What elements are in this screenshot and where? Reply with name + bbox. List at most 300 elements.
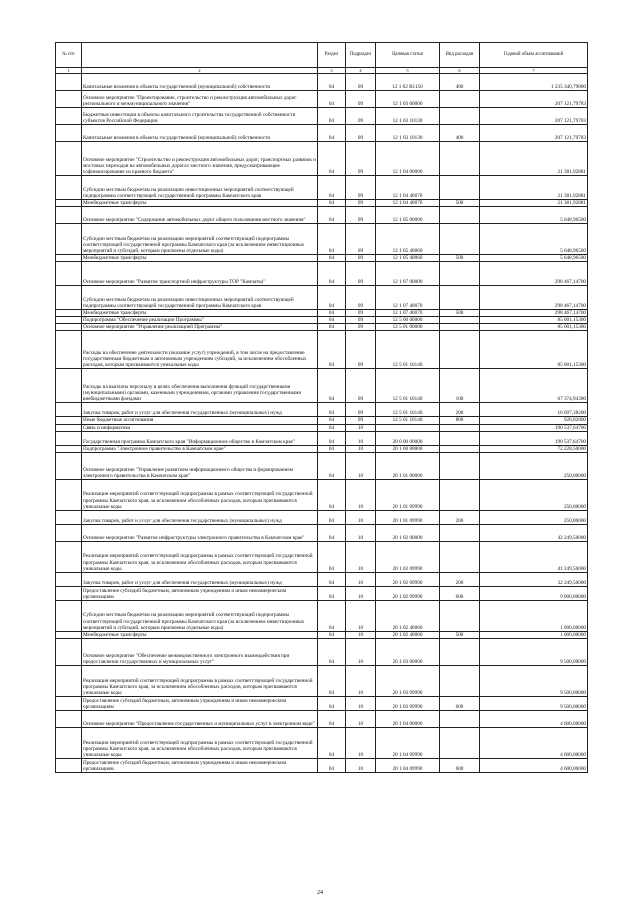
table-row <box>56 417 588 424</box>
row-name-cell: Предоставление субсидий бюджетным, автономным учреждениям и иным некоммерческим организациям <box>82 696 318 710</box>
row-sum-cell: 67 374,94300 <box>480 369 588 403</box>
row-sum-cell: 928,82800 <box>480 417 588 424</box>
table-row <box>56 224 588 255</box>
row-vid-cell: 500 <box>440 310 480 317</box>
row-vid-cell <box>440 317 480 324</box>
row-vid-cell <box>440 710 480 727</box>
row-num-cell <box>56 638 82 665</box>
row-sum-cell: 207 121,79783 <box>480 108 588 125</box>
row-num-cell <box>56 541 82 572</box>
row-razdel-cell: 04 <box>318 91 346 108</box>
row-num-cell <box>56 710 82 727</box>
table-row <box>56 631 588 638</box>
row-name-cell: Основное мероприятие "Развитие инфраструктуры электронного правительства в Камчатском крае" <box>82 524 318 541</box>
row-podrazdel-cell: 09 <box>346 286 376 310</box>
row-num-cell <box>56 108 82 125</box>
row-razdel-cell: 04 <box>318 424 346 431</box>
table-body <box>56 74 588 773</box>
row-num-cell <box>56 452 82 479</box>
row-celevaya-cell: 20 1 02 40060 <box>376 600 440 631</box>
row-celevaya-cell: 20 1 03 09990 <box>376 696 440 710</box>
row-celevaya-cell: 12 5 01 10140 <box>376 369 440 403</box>
row-razdel-cell: 04 <box>318 710 346 727</box>
row-vid-cell <box>440 452 480 479</box>
row-razdel-cell: 04 <box>318 665 346 696</box>
table-row <box>56 403 588 417</box>
row-razdel-cell: 04 <box>318 524 346 541</box>
table-row <box>56 108 588 125</box>
row-sum-cell: 21 381,92881 <box>480 200 588 207</box>
row-podrazdel-cell: 09 <box>346 91 376 108</box>
row-podrazdel-cell: 09 <box>346 324 376 331</box>
table-row <box>56 541 588 572</box>
budget-table <box>55 42 588 773</box>
row-podrazdel-cell: 10 <box>346 638 376 665</box>
row-podrazdel-cell: 10 <box>346 696 376 710</box>
row-celevaya-cell: 12 1 03 10130 <box>376 125 440 142</box>
row-num-cell <box>56 417 82 424</box>
row-sum-cell: 85 001,15300 <box>480 324 588 331</box>
row-num-cell <box>56 369 82 403</box>
row-podrazdel-cell: 09 <box>346 331 376 369</box>
row-sum-cell: 207 121,79783 <box>480 91 588 108</box>
row-name-cell: Закупка товаров, работ и услуг для обеспечения государственных (муниципальных) нужд <box>82 510 318 524</box>
row-celevaya-cell: 12 1 07 00000 <box>376 262 440 286</box>
table-header-row <box>56 43 588 68</box>
row-sum-cell: 9 500,00000 <box>480 665 588 696</box>
row-razdel-cell: 04 <box>318 176 346 200</box>
table-row <box>56 696 588 710</box>
row-vid-cell: 200 <box>440 403 480 417</box>
row-num-cell <box>56 142 82 176</box>
row-name-cell: Реализация мероприятий соответствующей подпрограммы в рамках соответствующей государственной программы Камчатского края, за исключением обособленных расходов, которым присваиваются уникальные коды <box>82 541 318 572</box>
table-row <box>56 200 588 207</box>
row-podrazdel-cell: 09 <box>346 417 376 424</box>
row-celevaya-cell: 20 0 00 00000 <box>376 431 440 445</box>
row-num-cell <box>56 310 82 317</box>
row-vid-cell <box>440 262 480 286</box>
table-row <box>56 91 588 108</box>
row-name-cell: Расходы на обеспечение деятельности (оказание услуг) учреждений, в том числе на предоставление государственным бюджетным и автономным учреждениям субсидий, за исключением обособленных расходов, которым присваиваются уникальные коды <box>82 331 318 369</box>
row-podrazdel-cell: 09 <box>346 317 376 324</box>
header-vid-raskhodov: Вид расходов <box>440 43 480 68</box>
row-razdel-cell: 04 <box>318 125 346 142</box>
row-celevaya-cell: 12 1 04 00000 <box>376 142 440 176</box>
row-vid-cell <box>440 286 480 310</box>
table-row <box>56 479 588 510</box>
table-row <box>56 586 588 600</box>
row-sum-cell: 1 000,00000 <box>480 631 588 638</box>
row-razdel-cell: 04 <box>318 445 346 452</box>
row-sum-cell: 250,00000 <box>480 479 588 510</box>
row-celevaya-cell: 12 1 05 40060 <box>376 255 440 262</box>
row-name-cell: Предоставление субсидий бюджетным, автономным учреждениям и иным некоммерческим организациям <box>82 758 318 772</box>
row-celevaya-cell: 12 1 04 40070 <box>376 200 440 207</box>
row-name-cell: Реализация мероприятий соответствующей подпрограммы в рамках соответствующей государственной программы Камчатского края, за исключением обособленных расходов, которым присваиваются уникальные коды <box>82 727 318 758</box>
row-vid-cell: 400 <box>440 125 480 142</box>
row-celevaya-cell: 20 1 02 09990 <box>376 541 440 572</box>
row-name-cell: Подпрограмма "Электронное правительство в Камчатском крае" <box>82 445 318 452</box>
row-celevaya-cell: 20 1 04 09990 <box>376 727 440 758</box>
column-number: 1 <box>56 68 82 74</box>
row-sum-cell: 5 648,96500 <box>480 255 588 262</box>
row-celevaya-cell: 20 1 02 09990 <box>376 586 440 600</box>
row-num-cell <box>56 125 82 142</box>
row-podrazdel-cell: 10 <box>346 479 376 510</box>
row-num-cell <box>56 403 82 417</box>
row-celevaya-cell: 20 1 02 40060 <box>376 631 440 638</box>
row-name-cell: Предоставление субсидий бюджетным, автономным учреждениям и иным некоммерческим организациям <box>82 586 318 600</box>
row-celevaya-cell: 12 1 05 40060 <box>376 224 440 255</box>
row-num-cell <box>56 331 82 369</box>
row-vid-cell <box>440 331 480 369</box>
row-podrazdel-cell: 10 <box>346 524 376 541</box>
table-row <box>56 431 588 445</box>
row-name-cell: Субсидии местным бюджетам на реализацию мероприятий соответствующей подпрограммы соответствующей государственной программы Камчатского края (за исключением инвестиционных мероприятий и субсидий, которым присвоены отдельные коды) <box>82 224 318 255</box>
row-podrazdel-cell: 09 <box>346 369 376 403</box>
row-razdel-cell: 04 <box>318 200 346 207</box>
row-razdel-cell: 04 <box>318 108 346 125</box>
row-num-cell <box>56 524 82 541</box>
row-sum-cell: 21 381,92881 <box>480 176 588 200</box>
table-row <box>56 424 588 431</box>
row-num-cell <box>56 758 82 772</box>
row-name-cell: Реализация мероприятий соответствующей подпрограммы в рамках соответствующей государственной программы Камчатского края, за исключением обособленных расходов, которым присваиваются уникальные коды <box>82 665 318 696</box>
row-name-cell: Капитальные вложения в объекты государственной (муниципальной) собственности <box>82 74 318 91</box>
row-name-cell: Основное мероприятие "Предоставление государственных и муниципальных услуг в электронном виде" <box>82 710 318 727</box>
row-num-cell <box>56 176 82 200</box>
table-row <box>56 510 588 524</box>
row-num-cell <box>56 424 82 431</box>
row-celevaya-cell: 20 1 04 00000 <box>376 710 440 727</box>
row-num-cell <box>56 224 82 255</box>
row-name-cell: Межбюджетные трансферты <box>82 200 318 207</box>
row-vid-cell: 600 <box>440 758 480 772</box>
row-podrazdel-cell: 10 <box>346 600 376 631</box>
row-podrazdel-cell: 10 <box>346 431 376 445</box>
column-number: 4 <box>346 68 376 74</box>
row-sum-cell: 9 500,00000 <box>480 696 588 710</box>
header-razdel: Раздел <box>318 43 346 68</box>
row-sum-cell: 5 648,96500 <box>480 207 588 224</box>
row-name-cell: Основное мероприятие "Развитие транспортной инфраструктуры ТОР "Камчатка" <box>82 262 318 286</box>
row-num-cell <box>56 572 82 586</box>
row-podrazdel-cell: 09 <box>346 255 376 262</box>
header-godovoy-obem: Годовой объем ассигнований <box>480 43 588 68</box>
table-row <box>56 176 588 200</box>
row-podrazdel-cell: 10 <box>346 445 376 452</box>
row-celevaya-cell: 12 1 03 00000 <box>376 91 440 108</box>
row-sum-cell: 4 600,00000 <box>480 727 588 758</box>
row-celevaya-cell: 20 1 03 00000 <box>376 638 440 665</box>
row-sum-cell: 190 537,64700 <box>480 431 588 445</box>
row-num-cell <box>56 255 82 262</box>
row-vid-cell <box>440 424 480 431</box>
table-row <box>56 324 588 331</box>
row-name-cell: Бюджетные инвестиции в объекты капитального строительства государственной собственности субъектов Российской Федерации <box>82 108 318 125</box>
row-sum-cell: 190 537,64700 <box>480 424 588 431</box>
table-row <box>56 369 588 403</box>
row-razdel-cell: 04 <box>318 572 346 586</box>
row-name-cell: Межбюджетные трансферты <box>82 255 318 262</box>
row-razdel-cell: 04 <box>318 324 346 331</box>
row-podrazdel-cell: 09 <box>346 207 376 224</box>
row-sum-cell: 85 001,15300 <box>480 331 588 369</box>
row-name-cell: Подпрограмма "Обеспечение реализации Программы" <box>82 317 318 324</box>
row-vid-cell: 500 <box>440 631 480 638</box>
table-row <box>56 600 588 631</box>
row-razdel-cell: 04 <box>318 331 346 369</box>
row-razdel-cell: 04 <box>318 310 346 317</box>
row-vid-cell <box>440 638 480 665</box>
table-row <box>56 665 588 696</box>
row-sum-cell: 42 249,50000 <box>480 524 588 541</box>
row-vid-cell: 400 <box>440 74 480 91</box>
row-name-cell: Связь и информатика <box>82 424 318 431</box>
column-number: 6 <box>440 68 480 74</box>
row-podrazdel-cell: 09 <box>346 403 376 417</box>
header-name <box>82 43 318 68</box>
row-podrazdel-cell: 09 <box>346 125 376 142</box>
row-razdel-cell: 04 <box>318 431 346 445</box>
row-sum-cell: 298 467,14700 <box>480 262 588 286</box>
row-sum-cell: 298 467,14700 <box>480 310 588 317</box>
row-sum-cell: 85 001,15300 <box>480 317 588 324</box>
row-vid-cell: 600 <box>440 696 480 710</box>
row-razdel-cell: 04 <box>318 74 346 91</box>
row-razdel-cell: 04 <box>318 207 346 224</box>
row-razdel-cell: 04 <box>318 369 346 403</box>
row-name-cell: Основное мероприятие "Управление развитием информационного общества и формированием электронного правительства в Камчатском крае" <box>82 452 318 479</box>
table-row <box>56 207 588 224</box>
row-podrazdel-cell: 10 <box>346 710 376 727</box>
row-vid-cell: 200 <box>440 572 480 586</box>
row-num-cell <box>56 696 82 710</box>
table-row <box>56 710 588 727</box>
row-num-cell <box>56 431 82 445</box>
row-name-cell: Закупка товаров, работ и услуг для обеспечения государственных (муниципальных) нужд <box>82 403 318 417</box>
header-celevaya-statya: Целевая статья <box>376 43 440 68</box>
row-vid-cell <box>440 207 480 224</box>
row-celevaya-cell: 12 5 01 10140 <box>376 403 440 417</box>
row-celevaya-cell: 20 1 04 09990 <box>376 758 440 772</box>
row-celevaya-cell: 12 1 07 40070 <box>376 310 440 317</box>
row-vid-cell <box>440 224 480 255</box>
row-sum-cell: 9 000,00000 <box>480 586 588 600</box>
row-celevaya-cell: 20 1 01 00000 <box>376 452 440 479</box>
row-celevaya-cell: 20 1 03 09990 <box>376 665 440 696</box>
table-row <box>56 125 588 142</box>
row-name-cell: Основное мероприятие "Управление реализацией Программы" <box>82 324 318 331</box>
row-podrazdel-cell: 10 <box>346 572 376 586</box>
row-vid-cell: 800 <box>440 417 480 424</box>
row-num-cell <box>56 324 82 331</box>
table-row <box>56 317 588 324</box>
row-vid-cell: 500 <box>440 255 480 262</box>
row-razdel-cell: 04 <box>318 758 346 772</box>
row-vid-cell: 100 <box>440 369 480 403</box>
row-num-cell <box>56 727 82 758</box>
header-podrazdel: Подраздел <box>346 43 376 68</box>
row-num-cell <box>56 479 82 510</box>
row-vid-cell <box>440 445 480 452</box>
row-razdel-cell: 04 <box>318 541 346 572</box>
row-razdel-cell: 04 <box>318 631 346 638</box>
row-name-cell: Основное мероприятие "Проектирование, строительство и реконструкция автомобильных дорог регионального и межмуниципального значения" <box>82 91 318 108</box>
row-celevaya-cell: 20 1 01 09990 <box>376 510 440 524</box>
row-sum-cell: 16 697,38200 <box>480 403 588 417</box>
row-name-cell: Субсидии местным бюджетам на реализацию мероприятий соответствующей подпрограммы соответствующей государственной программы Камчатского края (за исключением инвестиционных мероприятий и субсидий, которым присвоены отдельные коды) <box>82 600 318 631</box>
row-razdel-cell: 04 <box>318 600 346 631</box>
row-podrazdel-cell: 10 <box>346 586 376 600</box>
row-celevaya-cell: 20 1 01 09990 <box>376 479 440 510</box>
row-vid-cell <box>440 665 480 696</box>
row-celevaya-cell: 12 5 01 10140 <box>376 331 440 369</box>
row-razdel-cell: 04 <box>318 452 346 479</box>
row-vid-cell: 500 <box>440 200 480 207</box>
row-celevaya-cell: 12 5 01 00000 <box>376 324 440 331</box>
row-sum-cell: 4 600,00000 <box>480 710 588 727</box>
table-row <box>56 572 588 586</box>
row-celevaya-cell: 20 1 00 00000 <box>376 445 440 452</box>
row-celevaya-cell: 12 5 01 10140 <box>376 417 440 424</box>
row-name-cell: Капитальные вложения в объекты государственной (муниципальной) собственности <box>82 125 318 142</box>
column-number: 2 <box>82 68 318 74</box>
row-podrazdel-cell: 09 <box>346 262 376 286</box>
header-num: № п/п <box>56 43 82 68</box>
table-row <box>56 286 588 310</box>
row-vid-cell <box>440 479 480 510</box>
row-vid-cell <box>440 142 480 176</box>
row-vid-cell <box>440 431 480 445</box>
row-razdel-cell: 04 <box>318 510 346 524</box>
column-number: 3 <box>318 68 346 74</box>
row-vid-cell <box>440 324 480 331</box>
row-podrazdel-cell: 09 <box>346 108 376 125</box>
row-razdel-cell: 04 <box>318 286 346 310</box>
row-celevaya-cell: 12 1 07 40070 <box>376 286 440 310</box>
row-podrazdel-cell: 09 <box>346 200 376 207</box>
row-sum-cell: 250,00000 <box>480 510 588 524</box>
row-celevaya-cell <box>376 424 440 431</box>
row-podrazdel-cell: 10 <box>346 665 376 696</box>
table-row <box>56 74 588 91</box>
row-num-cell <box>56 600 82 631</box>
row-sum-cell: 41 249,50000 <box>480 541 588 572</box>
row-podrazdel-cell: 10 <box>346 631 376 638</box>
row-razdel-cell: 04 <box>318 727 346 758</box>
row-sum-cell: 1 235 340,79800 <box>480 74 588 91</box>
row-razdel-cell: 04 <box>318 255 346 262</box>
row-name-cell: Межбюджетные трансферты <box>82 310 318 317</box>
table-row <box>56 262 588 286</box>
row-razdel-cell: 04 <box>318 417 346 424</box>
row-sum-cell: 72 228,50000 <box>480 445 588 452</box>
row-podrazdel-cell: 09 <box>346 176 376 200</box>
row-name-cell: Субсидии местным бюджетам на реализацию инвестиционных мероприятий соответствующей подпрограммы соответствующей государственной программы Камчатского края <box>82 176 318 200</box>
row-sum-cell: 32 249,50000 <box>480 572 588 586</box>
row-num-cell <box>56 91 82 108</box>
row-razdel-cell: 04 <box>318 638 346 665</box>
row-num-cell <box>56 586 82 600</box>
row-podrazdel-cell: 10 <box>346 424 376 431</box>
row-name-cell: Основное мероприятие "Строительство и реконструкция автомобильных дорог, транспортных развязок и мостовых переходов на автомобильных дорогах местного значения, предусматривающее софинансирование из краевого бюджета" <box>82 142 318 176</box>
row-sum-cell: 207 121,79783 <box>480 125 588 142</box>
row-podrazdel-cell: 09 <box>346 224 376 255</box>
row-num-cell <box>56 262 82 286</box>
row-num-cell <box>56 74 82 91</box>
row-celevaya-cell: 12 1 02 R1150 <box>376 74 440 91</box>
row-razdel-cell: 04 <box>318 224 346 255</box>
row-sum-cell: 1 000,00000 <box>480 600 588 631</box>
table-row <box>56 452 588 479</box>
row-sum-cell: 9 500,00000 <box>480 638 588 665</box>
row-podrazdel-cell: 10 <box>346 758 376 772</box>
row-vid-cell <box>440 91 480 108</box>
table-row <box>56 310 588 317</box>
row-name-cell: Реализация мероприятий соответствующей подпрограммы в рамках соответствующей государственной программы Камчатского края, за исключением обособленных расходов, которым присваиваются уникальные коды <box>82 479 318 510</box>
row-vid-cell: 600 <box>440 586 480 600</box>
row-name-cell: Основное мероприятие "Содержание автомобильных дорог общего пользования местного значения" <box>82 207 318 224</box>
table-row <box>56 524 588 541</box>
table-row <box>56 142 588 176</box>
row-name-cell: Межбюджетные трансферты <box>82 631 318 638</box>
row-podrazdel-cell: 10 <box>346 541 376 572</box>
row-name-cell: Государственная программа Камчатского края "Информационное общество в Камчатском крае" <box>82 431 318 445</box>
page-number: 24 <box>317 890 323 896</box>
row-num-cell <box>56 200 82 207</box>
row-celevaya-cell: 20 1 02 09990 <box>376 572 440 586</box>
row-vid-cell: 200 <box>440 510 480 524</box>
row-podrazdel-cell: 10 <box>346 452 376 479</box>
row-num-cell <box>56 665 82 696</box>
column-number: 7 <box>480 68 588 74</box>
row-num-cell <box>56 207 82 224</box>
row-num-cell <box>56 510 82 524</box>
row-sum-cell: 4 600,00000 <box>480 758 588 772</box>
row-razdel-cell: 04 <box>318 262 346 286</box>
row-podrazdel-cell: 09 <box>346 310 376 317</box>
row-sum-cell: 250,00000 <box>480 452 588 479</box>
row-num-cell <box>56 317 82 324</box>
row-sum-cell: 21 381,92881 <box>480 142 588 176</box>
row-razdel-cell: 04 <box>318 696 346 710</box>
row-name-cell: Иные бюджетные ассигнования <box>82 417 318 424</box>
row-vid-cell <box>440 600 480 631</box>
row-sum-cell: 298 467,14700 <box>480 286 588 310</box>
row-celevaya-cell: 12 5 00 00000 <box>376 317 440 324</box>
row-sum-cell: 5 648,96500 <box>480 224 588 255</box>
row-razdel-cell: 04 <box>318 586 346 600</box>
row-name-cell: Расходы на выплаты персоналу в целях обеспечения выполнения функций государственными (муниципальными) органами, казенными учреждениями, органами управления государственными внебюджетными фондами <box>82 369 318 403</box>
row-vid-cell <box>440 108 480 125</box>
row-vid-cell <box>440 541 480 572</box>
row-celevaya-cell: 12 1 04 40070 <box>376 176 440 200</box>
row-name-cell: Закупка товаров, работ и услуг для обеспечения государственных (муниципальных) нужд <box>82 572 318 586</box>
budget-table-page <box>55 42 587 773</box>
row-podrazdel-cell: 10 <box>346 510 376 524</box>
table-row <box>56 727 588 758</box>
row-num-cell <box>56 631 82 638</box>
row-podrazdel-cell: 09 <box>346 142 376 176</box>
row-vid-cell <box>440 176 480 200</box>
table-row <box>56 758 588 772</box>
row-razdel-cell: 04 <box>318 142 346 176</box>
table-row <box>56 445 588 452</box>
row-num-cell <box>56 445 82 452</box>
row-name-cell: Субсидии местным бюджетам на реализацию инвестиционных мероприятий соответствующей подпрограммы соответствующей государственной программы Камчатского края <box>82 286 318 310</box>
row-razdel-cell: 04 <box>318 317 346 324</box>
